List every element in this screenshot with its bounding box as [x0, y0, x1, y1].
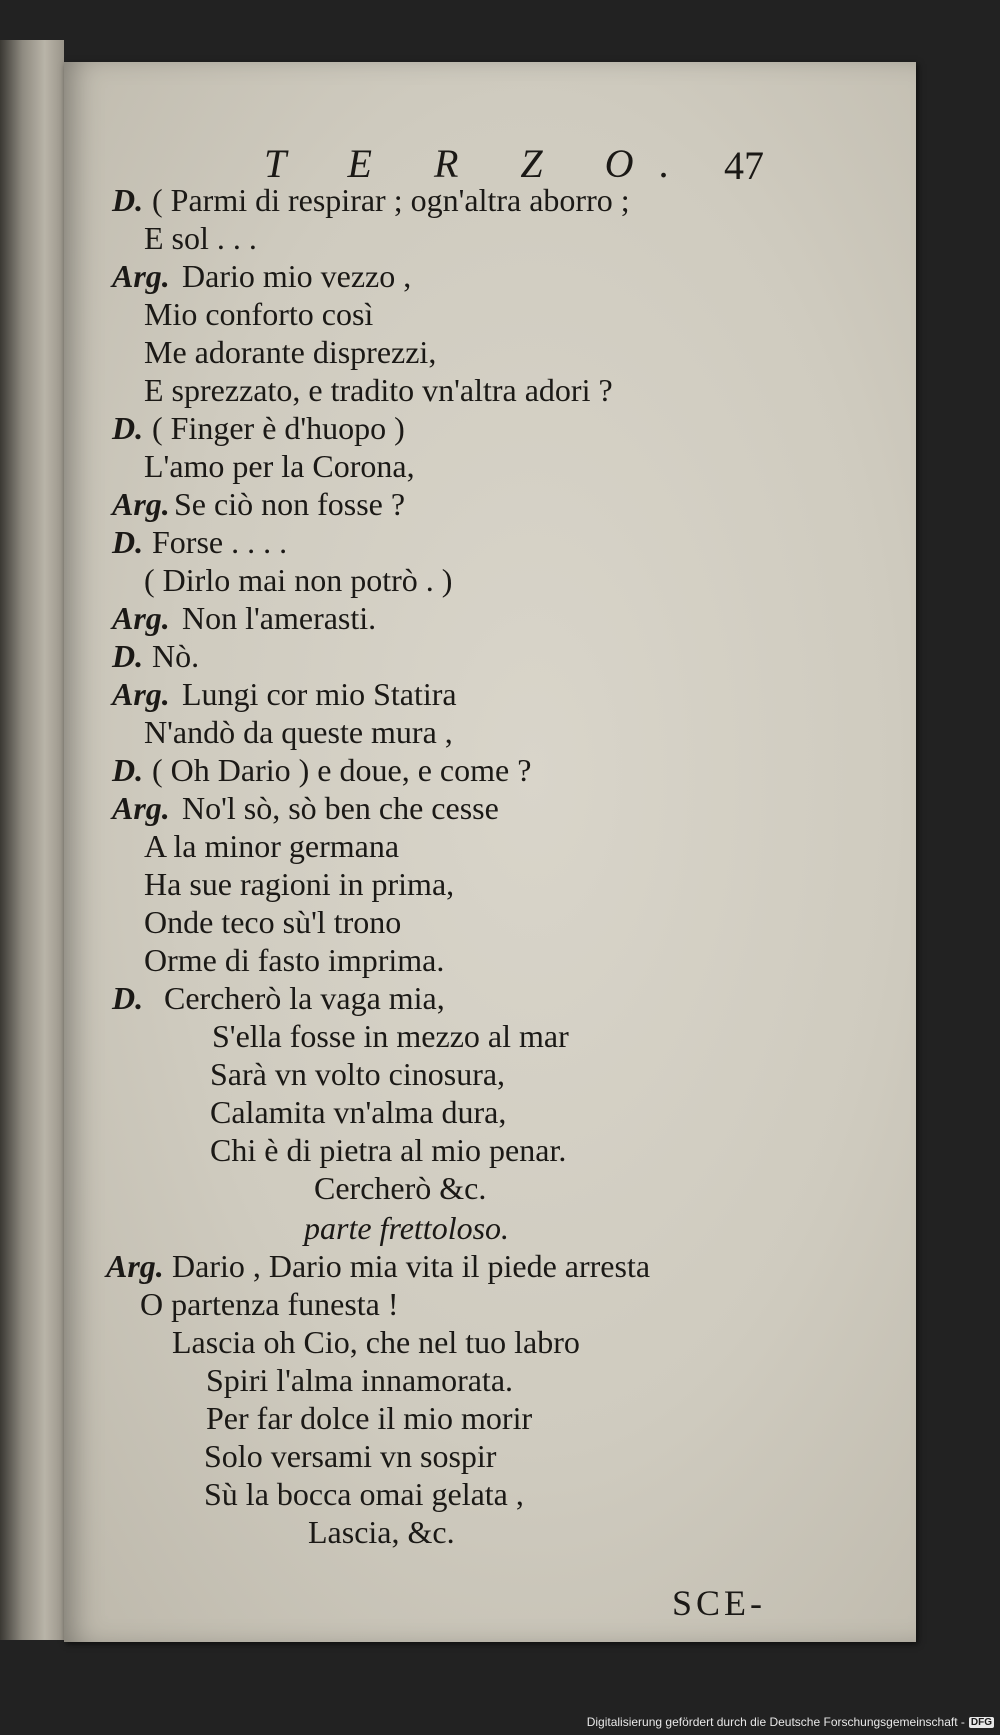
speaker-label: D.: [112, 182, 144, 218]
verse-line: Lungi cor mio Statira: [182, 676, 457, 712]
verse-line: A la minor germana: [144, 828, 400, 864]
verse-line: ( Parmi di respirar ; ogn'altra aborro ;: [152, 182, 630, 218]
verse-line: S'ella fosse in mezzo al mar: [212, 1018, 569, 1054]
speaker-label: Arg.: [106, 1248, 164, 1284]
verse-line: Orme di fasto imprima.: [144, 942, 445, 978]
verse-line: Non l'amerasti.: [182, 600, 377, 636]
page-number: 47: [724, 143, 764, 188]
verse-line: Se ciò non fosse ?: [174, 486, 406, 522]
verse-line: ( Dirlo mai non potrò . ): [144, 562, 453, 598]
verse-line: Ha sue ragioni in prima,: [144, 866, 455, 902]
book-page: [64, 62, 916, 1642]
verse-line: Solo versami vn sospir: [204, 1438, 497, 1474]
verse-line: ( Oh Dario ) e doue, e come ?: [152, 752, 532, 788]
dfg-logo: DFG: [970, 1716, 992, 1728]
verse-line: Spiri l'alma innamorata.: [206, 1362, 514, 1398]
running-title: T E R Z O.: [264, 141, 696, 186]
verse-line: N'andò da queste mura ,: [144, 714, 453, 750]
catchword: SCE-: [672, 1583, 767, 1623]
verse-line: Sù la bocca omai gelata ,: [204, 1476, 524, 1512]
speaker-label: D.: [112, 980, 144, 1016]
facing-page-edge: [0, 40, 64, 1640]
verse-line: L'amo per la Corona,: [144, 448, 415, 484]
verse-line: ( Finger è d'huopo ): [152, 410, 405, 446]
verse-line: Me adorante disprezzi,: [144, 334, 437, 370]
verse-line: Per far dolce il mio morir: [206, 1400, 533, 1436]
verse-line: Cercherò la vaga mia,: [164, 980, 445, 1016]
stage-direction: parte frettoloso.: [304, 1210, 510, 1246]
verse-line: Chi è di pietra al mio penar.: [210, 1132, 567, 1168]
verse-line: Onde teco sù'l trono: [144, 904, 402, 940]
speaker-label: D.: [112, 638, 144, 674]
verse-line: O partenza funesta !: [140, 1286, 399, 1322]
verse-line: Dario , Dario mia vita il piede arresta: [172, 1248, 651, 1284]
verse-line: Cercherò &c.: [314, 1170, 487, 1206]
speaker-label: D.: [112, 752, 144, 788]
speaker-label: Arg.: [112, 486, 170, 522]
speaker-label: Arg.: [112, 790, 170, 826]
verse-line: No'l sò, sò ben che cesse: [182, 790, 499, 826]
footer: [587, 1715, 994, 1729]
verse-line: Forse . . . .: [152, 524, 288, 560]
verse-line: Mio conforto così: [144, 296, 374, 332]
footer-text: Digitalisierung gefördert durch die Deutsche Forschungsgemeinschaft -: [586, 1715, 965, 1729]
speaker-label: Arg.: [112, 676, 170, 712]
verse-line: Calamita vn'alma dura,: [210, 1094, 507, 1130]
speaker-label: D.: [112, 410, 144, 446]
verse-line: Sarà vn volto cinosura,: [210, 1056, 506, 1092]
verse-line: E sol . . .: [144, 220, 257, 256]
speaker-label: Arg.: [112, 600, 170, 636]
speaker-label: D.: [112, 524, 144, 560]
verse-line: Lascia, &c.: [308, 1514, 455, 1550]
speaker-label: Arg.: [112, 258, 170, 294]
verse-line: Lascia oh Cio, che nel tuo labro: [172, 1324, 580, 1360]
verse-line: E sprezzato, e tradito vn'altra adori ?: [144, 372, 613, 408]
verse-line: Nò.: [152, 638, 200, 674]
verse-line: Dario mio vezzo ,: [182, 258, 412, 294]
